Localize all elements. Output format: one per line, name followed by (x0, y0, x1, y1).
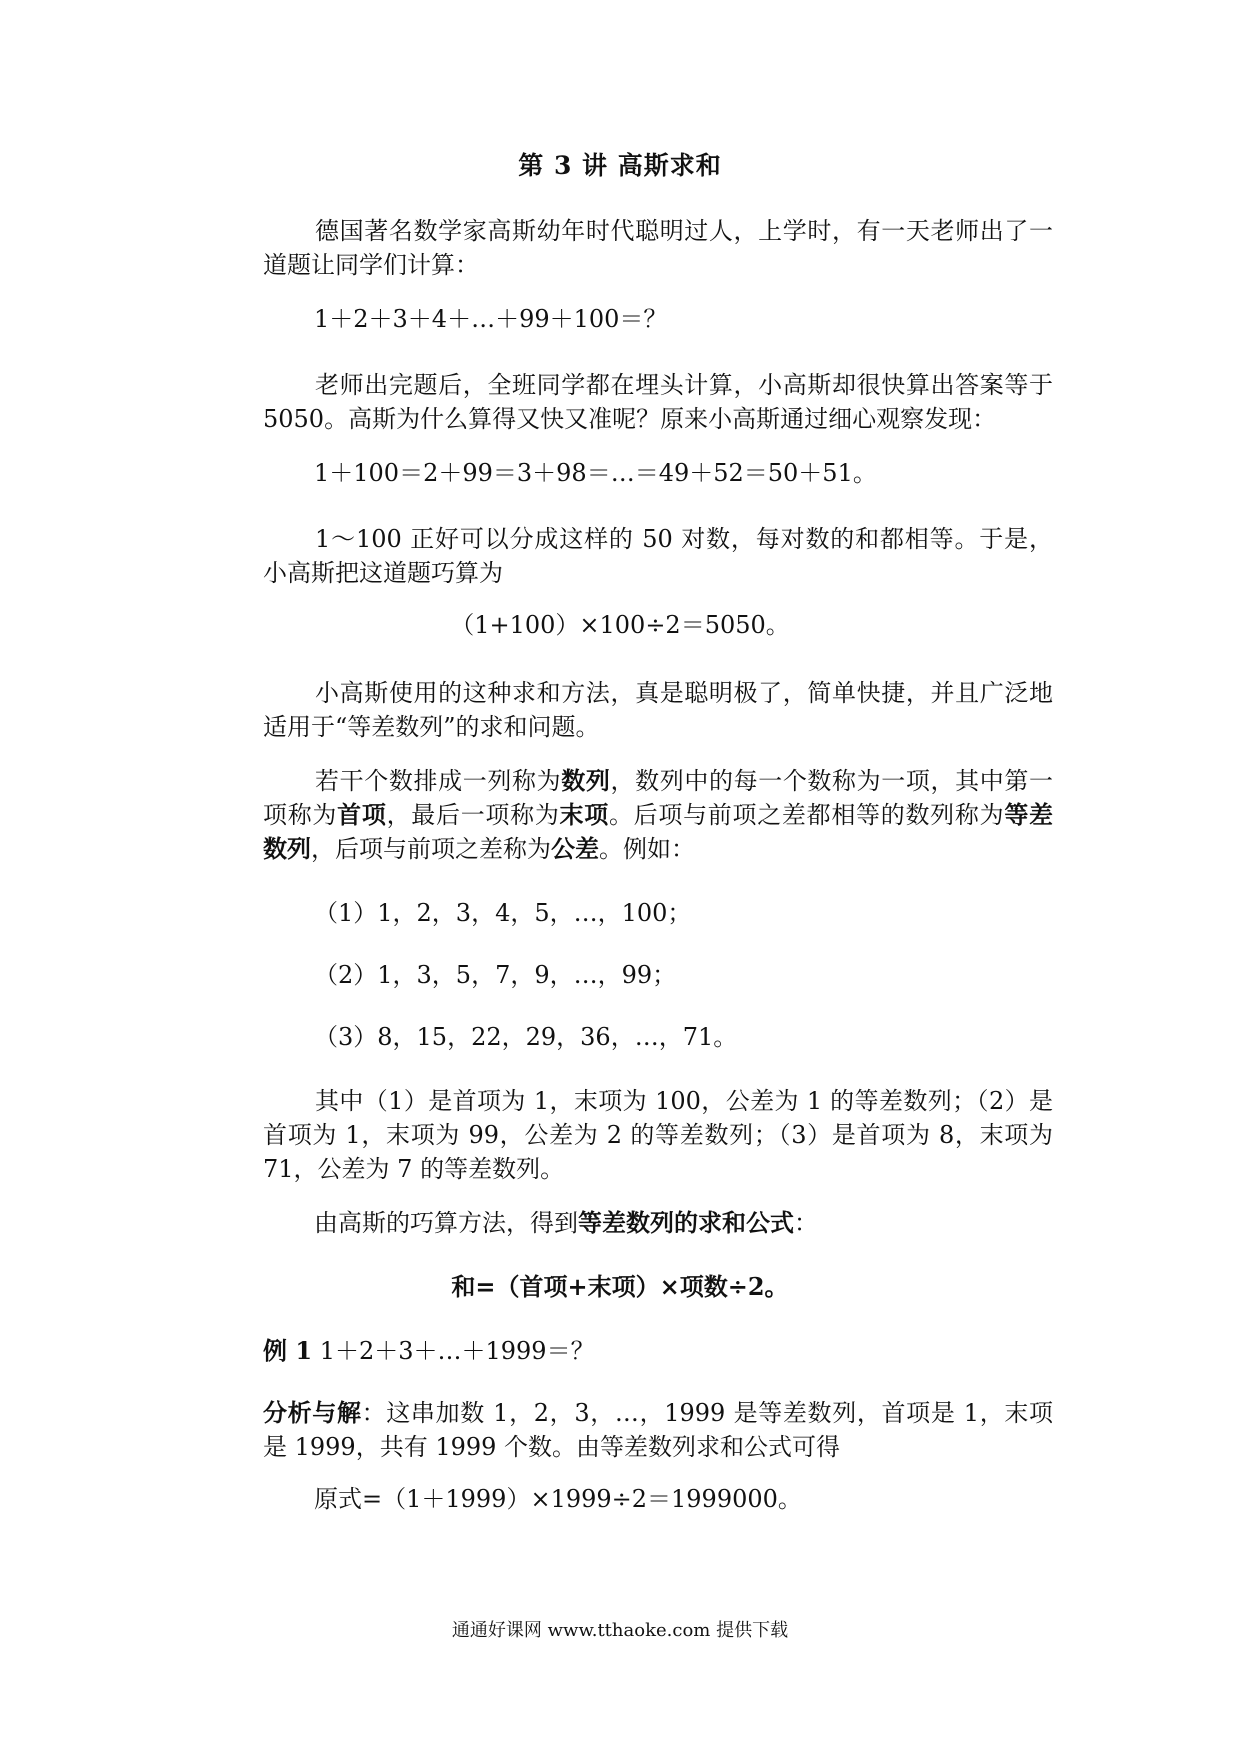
definition-text-5: ，后项与前项之差称为 (311, 835, 551, 863)
page-footer: 通通好课网 www.tthaoke.com 提供下载 (451, 1620, 789, 1641)
formula-intro-text-1: 由高斯的巧算方法，得到 (314, 1209, 578, 1237)
formula-sum-1-to-100: 1＋2＋3＋4＋…＋99＋100＝？ (314, 305, 668, 333)
definition-text-4: 。后项与前项之差都相等的数列称为 (608, 801, 1005, 829)
intro-paragraph-3: 1～100 正好可以分成这样的 50 对数，每对数的和都相等。于是，小高斯把这道题巧算为 (263, 525, 1053, 587)
term-sequence: 数列 (561, 766, 611, 795)
term-arithmetic-sequence: 等差数列 (263, 800, 1054, 863)
term-sum-formula: 等差数列的求和公式 (578, 1208, 794, 1237)
term-first-term: 首项 (337, 800, 387, 829)
example-1-problem: 1＋2＋3＋…＋1999＝？ (312, 1337, 595, 1365)
solution-result: 原式=（1＋1999）×1999÷2＝1999000。 (314, 1485, 802, 1513)
definition-text-3: ，最后一项称为 (386, 801, 560, 829)
definition-text-2: ，数列中的每一个数称为一项，其中第一项称为 (263, 767, 1054, 829)
definition-text-6: 。例如： (599, 835, 695, 863)
page-title: 第 3 讲 高斯求和 (518, 151, 722, 180)
example-1 (263, 1334, 1053, 1368)
term-last-term: 末项 (559, 800, 609, 829)
explanation-paragraph: 其中（1）是首项为 1，末项为 100，公差为 1 的等差数列；（2）是首项为 1，末项为 99，公差为 2 的等差数列；（3）是首项为 8，末项为 71，公差为 7 的等差数列。 (263, 1087, 1053, 1183)
intro-paragraph-4: 小高斯使用的这种求和方法，真是聪明极了，简单快捷，并且广泛地适用于“等差数列”的求和问题。 (263, 679, 1053, 741)
example-sequence-3: （3）8，15，22，29，36，…，71。 (314, 1023, 738, 1051)
definition-text-1: 若干个数排成一列称为 (315, 767, 562, 795)
definition-paragraph (263, 764, 1053, 866)
solution-label: 分析与解 (263, 1398, 362, 1427)
formula-gauss-result: （1+100）×100÷2＝5050。 (450, 611, 790, 639)
formula-intro-text-2: ： (794, 1209, 818, 1237)
arithmetic-sum-formula: 和=（首项+末项）×项数÷2。 (451, 1272, 789, 1301)
solution-text: ：这串加数 1，2，3，…，1999 是等差数列，首项是 1，末项是 1999，共有 1999 个数。由等差数列求和公式可得 (263, 1399, 1054, 1461)
example-sequence-2: （2）1，3，5，7，9，…，99； (314, 961, 677, 989)
example-1-label: 例 1 (263, 1336, 313, 1365)
formula-pairs: 1＋100＝2＋99＝3＋98＝…＝49＋52＝50＋51。 (314, 459, 877, 487)
example-sequence-1: （1）1，2，3，4，5，…，100； (314, 899, 692, 927)
solution-paragraph (263, 1396, 1053, 1464)
intro-paragraph-2: 老师出完题后，全班同学都在埋头计算，小高斯却很快算出答案等于5050。高斯为什么算得又快又准呢？原来小高斯通过细心观察发现： (263, 371, 1053, 433)
formula-intro (314, 1206, 818, 1240)
intro-paragraph-1: 德国著名数学家高斯幼年时代聪明过人，上学时，有一天老师出了一道题让同学们计算： (263, 217, 1053, 279)
term-common-difference: 公差 (551, 834, 599, 863)
